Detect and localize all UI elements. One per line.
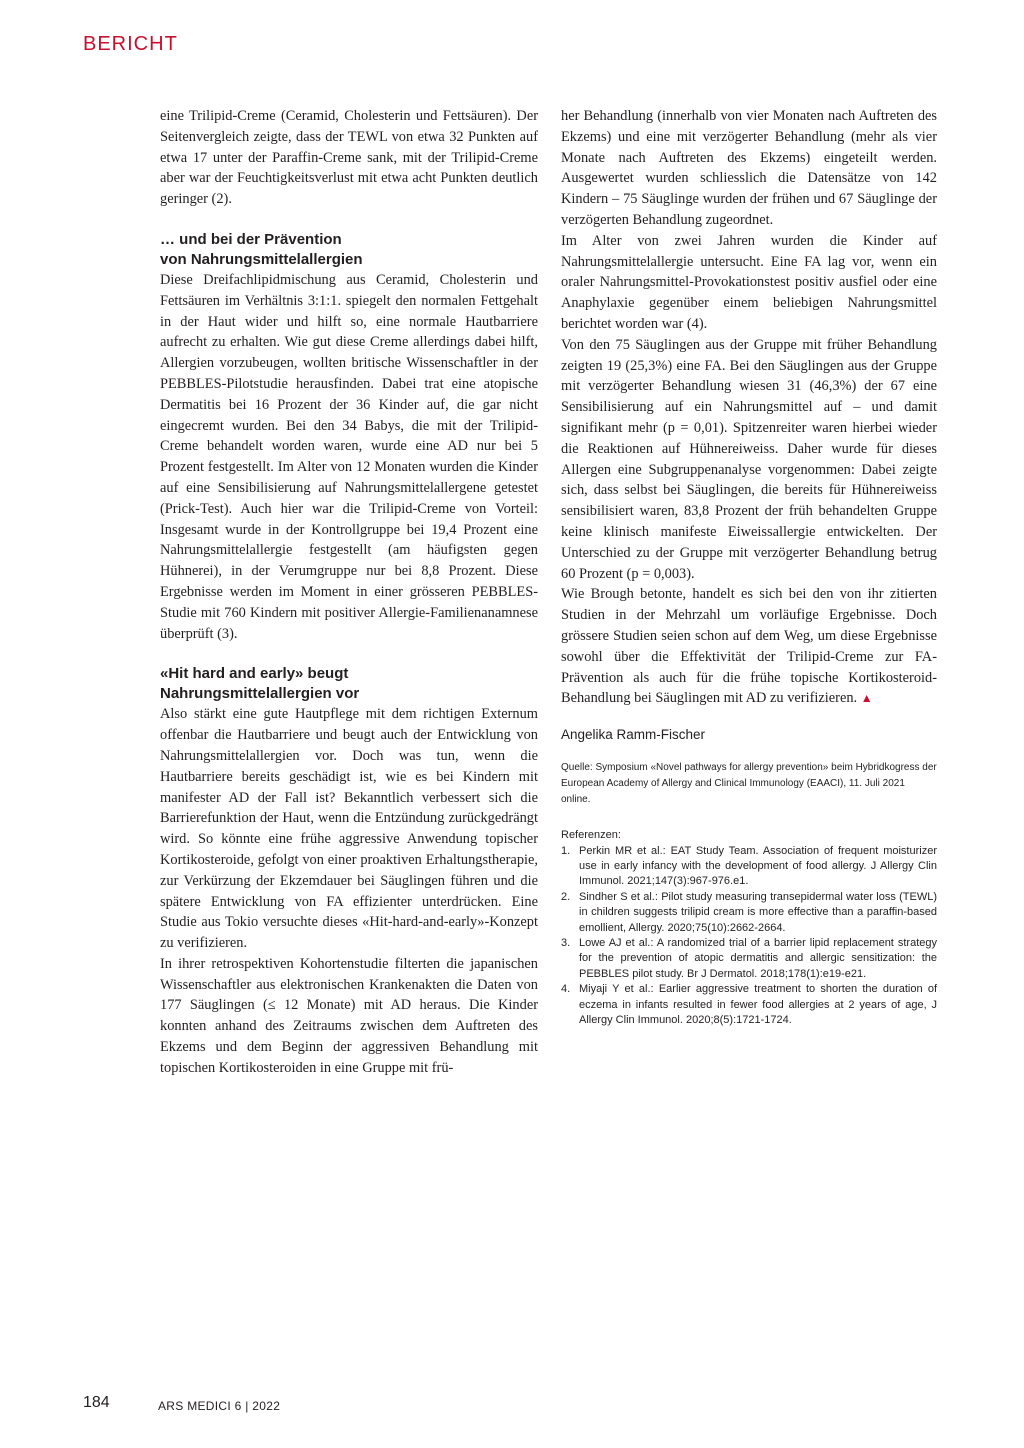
section-heading	[160, 230, 538, 270]
heading-line: Nahrungsmittelallergien vor	[160, 685, 360, 703]
reference-text: Lowe AJ et al.: A randomized trial of a barrier lipid replacement strategy for the prevention of atopic dermatitis and allergic sensitization: the PEBBLES pilot study. Br J Dermatol. 2018;178(1):e19-e21.	[579, 936, 937, 980]
reference-item	[561, 936, 937, 982]
paragraph	[561, 584, 937, 709]
right-column	[561, 106, 937, 1028]
paragraph: In ihrer retrospektiven Kohortenstudie filterten die japanischen Wissenschaftler aus elektronischen Krankenakten die Daten von 177 Säuglingen (≤ 12 Monate) mit AD heraus. Die Kinder konnten anhand des Zeitraums zwischen dem Auftreten des Ekzems und dem Beginn der aggressiven Behandlung mit topischen Kortikosteroiden in eine Gruppe mit frü-	[160, 955, 538, 1076]
source-note: Quelle: Symposium «Novel pathways for allergy prevention» beim Hybridkogress der European Academy of Allergy and Clinical Immunology (EAACI), 11. Juli 2021 online.	[561, 762, 937, 806]
reference-item	[561, 890, 937, 936]
reference-item	[561, 982, 937, 1028]
paragraph: her Behandlung (innerhalb von vier Monaten nach Auftreten des Ekzems) und eine mit verzögerter Behandlung (mehr als vier Monate nach Auftreten des Ekzems) eingeteilt werden. Ausgewertet wurden schliesslich die Datensätze von 142 Kindern – 75 Säuglinge wurden der frühen und 67 Säuglinge der verzögerten Behandlung zugeordnet.	[561, 108, 937, 228]
author-name: Angelika Ramm-Fischer	[561, 727, 706, 743]
paragraph: Im Alter von zwei Jahren wurden die Kinder auf Nahrungsmittelallergie untersucht. Eine FA lag vor, wenn ein oraler Nahrungsmittel-Provokationstest positiv ausfiel oder eine Anaphylaxie gegenüber einem beliebigen Nahrungsmittel berichtet worden war (4).	[561, 232, 937, 332]
end-triangle-icon: ▲	[860, 691, 873, 706]
paragraph: Von den 75 Säuglingen aus der Gruppe mit früher Behandlung zeigten 19 (25,3%) eine FA. Bei den Säuglingen aus der Gruppe mit verzögerter Behandlung wiesen 31 (46,3%) der 67 eine Sensibilisierung auf ein Nahrungsmittel auf – und damit signifikant mehr (p = 0,01). Spitzenreiter waren hierbei wieder die Reaktionen auf Hühnereiweiss. Daher wurde für dieses Allergen eine Subgruppenanalyse vorgenommen: Dabei zeigte sich, dass selbst bei Säuglingen, die bereits für Hühnereiweiss sensibilisiert waren, 83,8 Prozent der früh behandelten Gruppe keine klinisch manifeste Eiweissallergie entwickelten. Der Unterschied zu der Gruppe mit verzögerter Behandlung betrug 60 Prozent (p = 0,003).	[561, 336, 937, 582]
reference-text: Perkin MR et al.: EAT Study Team. Association of frequent moisturizer use in early infancy with the development of food allergy. J Allergy Clin Immunol. 2021;147(3):967-976.e1.	[579, 844, 937, 888]
heading-line: von Nahrungsmittelallergien	[160, 250, 363, 268]
reference-number: 1.	[561, 844, 571, 857]
reference-item	[561, 844, 937, 890]
references-title: Referenzen:	[561, 829, 621, 842]
reference-list	[561, 844, 937, 1029]
paragraph: Diese Dreifachlipidmischung aus Ceramid, Cholesterin und Fettsäuren im Verhältnis 3:1:1. spiegelt den normalen Fettgehalt in der Haut wider und hilft so, eine normale Hautbarriere aufrecht zu erhalten. Wie gut diese Creme allerdings dabei hilft, Allergien vorzubeugen, wollten britische Wissenschaftler in der PEBBLES-Pilotstudie herausfinden. Dabei trat eine atopische Dermatitis bei 16 Prozent der 36 Kinder auf, die gar nicht eingecremt wurden. Bei den 34 Babys, die mit der Trilipid-Creme behandelt worden waren, wurde eine AD nur bei 5 Prozent festgestellt. Im Alter von 12 Monaten wurden die Kinder auf eine Sensibilisierung auf Nahrungsmittelallergene getestet (Prick-Test). Auch hier war die Trilipid-Creme von Vorteil: Insgesamt wurde in der Kontrollgruppe bei 19,4 Prozent eine Nahrungsmittelallergie festgestellt (am häufigsten gegen Hühnerei), in der Verumgruppe nur bei 8,8 Prozent. Diese Ergebnisse werden im Moment in einer grösseren PEBBLES-Studie mit 760 Kindern mit positiver Allergie-Familienanamnese überprüft (3).	[160, 271, 538, 642]
reference-number: 2.	[561, 890, 571, 903]
reference-text: Miyaji Y et al.: Earlier aggressive treatment to shorten the duration of eczema in infants resulted in fewer food allergies at 2 years of age, J Allergy Clin Immunol. 2020;8(5):1721-1724.	[579, 983, 937, 1026]
page-number: 184	[83, 1394, 110, 1411]
section-label: BERICHT	[83, 33, 178, 55]
paragraph: Also stärkt eine gute Hautpflege mit dem richtigen Externum offenbar die Hautbarriere und beugt auch der Entwicklung von Nahrungsmittelallergien vor. Doch was tun, wenn die Hautbarriere bereits geschädigt ist, wie es bei Kindern mit manifester AD der Fall ist? Bekanntlich verbessert sich die Barrierefunktion der Haut, wenn die Entzündung zurückgedrängt wird. So könnte eine frühe aggressive Anwendung topischer Kortikosteroide, gefolgt von einer proaktiven Erhaltungstherapie, zur Verkürzung der Ekzemdauer bei Säuglingen führen und die spätere Entwicklung von FA effizienter unterdrücken. Eine Studie aus Tokio versuchte dieses «Hit-hard-and-early»-Konzept zu verifizieren.	[160, 706, 538, 952]
references	[561, 828, 937, 1028]
section-heading	[160, 664, 538, 704]
reference-text: Sindher S et al.: Pilot study measuring transepidermal water loss (TEWL) in children suggests trilipid cream is more effective than a paraffin-based emollient, Allergy. 2020;75(10):2662-2664.	[579, 890, 937, 934]
page-footer	[83, 1394, 281, 1413]
reference-number: 4.	[561, 983, 571, 996]
paragraph: eine Trilipid-Creme (Ceramid, Cholesterin und Fettsäuren). Der Seitenvergleich zeigte, dass der TEWL von etwa 32 Punkten auf etwa 17 unter der Paraffin-Creme sank, mit der Trilipid-Creme aber war der Feuchtigkeitsverlust mit etwa acht Punkten deutlich geringer (2).	[160, 108, 538, 208]
heading-line: … und bei der Prävention	[160, 230, 342, 248]
heading-line: «Hit hard and early» beugt	[160, 665, 349, 683]
journal-citation: ARS MEDICI 6 | 2022	[158, 1399, 281, 1413]
left-column	[160, 106, 538, 1079]
paragraph-text: Wie Brough betonte, handelt es sich bei den von ihr zitierten Studien in der Mehrzahl um vorläufige Ergebnisse. Doch grössere Studien seien schon auf dem Weg, um diese Ergebnisse sowohl über die Effektivität der Trilipid-Creme zur FA-Prävention als auch für die frühe topische Kortikosteroid-Behandlung bei Säuglingen mit AD zu verifizieren.	[561, 586, 937, 707]
reference-number: 3.	[561, 936, 571, 949]
